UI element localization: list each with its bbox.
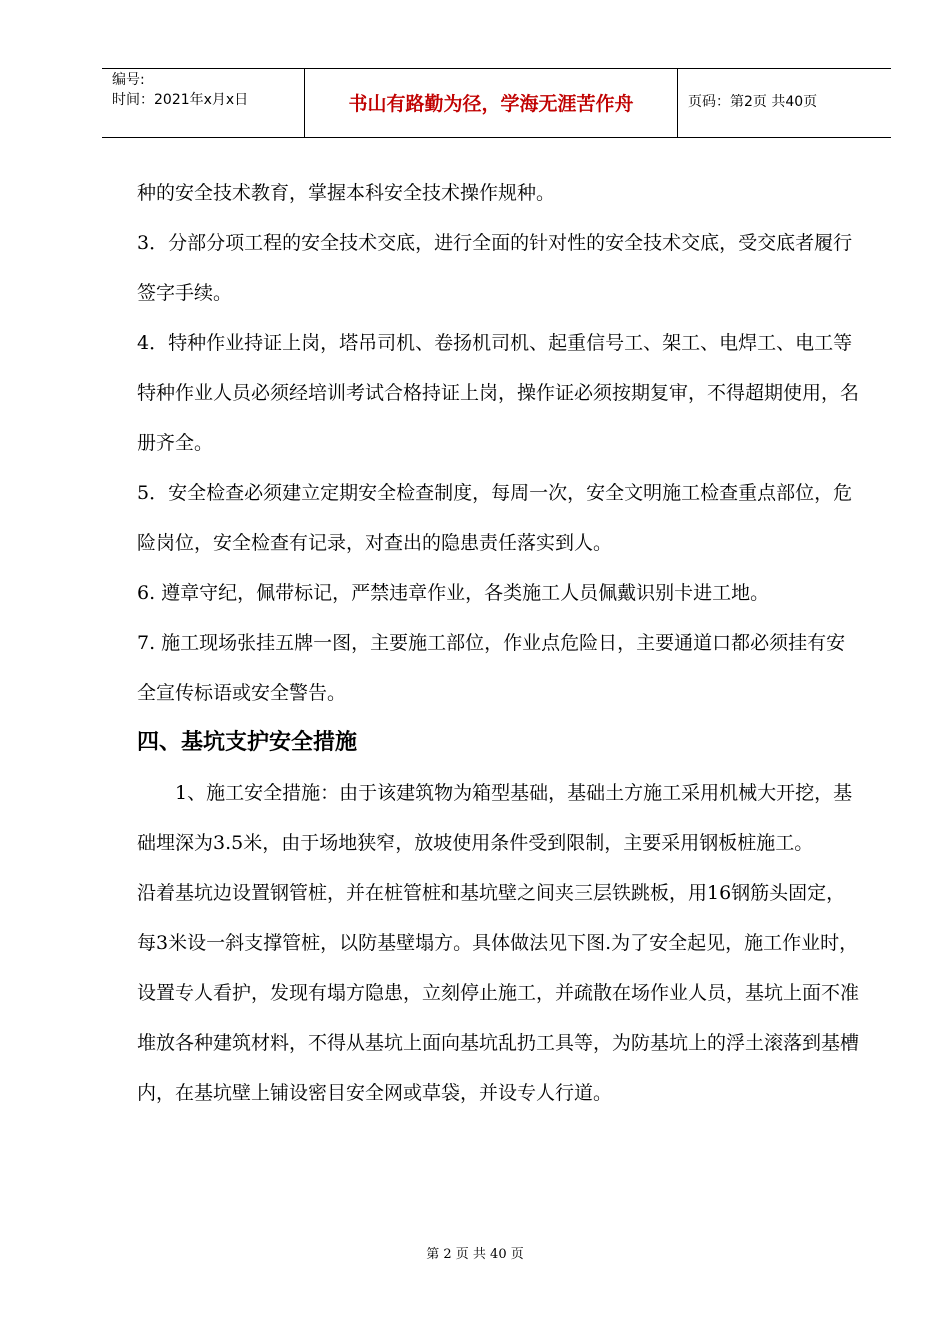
body-paragraph: 6. 遵章守纪，佩带标记，严禁违章作业，各类施工人员佩戴识别卡进工地。 [137,582,770,604]
body-paragraph: 种的安全技术教育，掌握本科安全技术操作规种。 [137,182,556,204]
section-heading: 四、基坑支护安全措施 [137,730,358,755]
section-paragraph: 1、施工安全措施：由于该建筑物为箱型基础，基础土方施工采用机械大开挖，基础埋深为3.5米，由于场地狭窄，放坡使用条件受到限制，主要采用钢板桩施工。 [137,782,853,854]
header-page-cell [678,69,891,137]
number-label: 编号: [112,72,145,88]
section-paragraph: 沿着基坑边设置钢管桩，并在桩管桩和基坑壁之间夹三层铁跳板，用16钢筋头固定，每3米设一斜支撑管桩，以防基壁塌方。具体做法见下图.为了安全起见，施工作业时，设置专人看护，发现有塌方隐患，立刻停止施工，并疏散在场作业人员，基坑上面不准堆放各种建筑材料，不得从基坑上面向基坑乱扔工具等，为防基坑上的浮土滚落到基槽内，在基坑壁上铺设密目安全网或草袋，并设专人行道。 [137,882,860,1104]
motto-text: 书山有路勤为径，学海无涯苦作舟 [348,93,634,115]
body-paragraph: 7. 施工现场张挂五牌一图，主要施工部位，作业点危险日，主要通道口都必须挂有安全宣传标语或安全警告。 [137,632,846,704]
body-paragraph: 5．安全检查必须建立定期安全检查制度，每周一次，安全文明施工检查重点部位，危险岗位，安全检查有记录，对查出的隐患责任落实到人。 [137,482,853,554]
document-header [102,68,891,138]
header-motto-cell [305,69,678,137]
header-page-info: 页码：第2页 共40页 [688,94,818,110]
body-paragraph: 3．分部分项工程的安全技术交底，进行全面的针对性的安全技术交底，受交底者履行签字手续。 [137,232,853,304]
time-label: 时间：2021年x月x日 [112,92,249,108]
document-body [137,168,859,1118]
page-footer: 第 2 页 共 40 页 [426,1247,524,1262]
header-info-cell [102,69,305,137]
body-paragraph: 4．特种作业持证上岗，塔吊司机、卷扬机司机、起重信号工、架工、电焊工、电工等特种作业人员必须经培训考试合格持证上岗，操作证必须按期复审，不得超期使用，名册齐全。 [137,332,860,454]
